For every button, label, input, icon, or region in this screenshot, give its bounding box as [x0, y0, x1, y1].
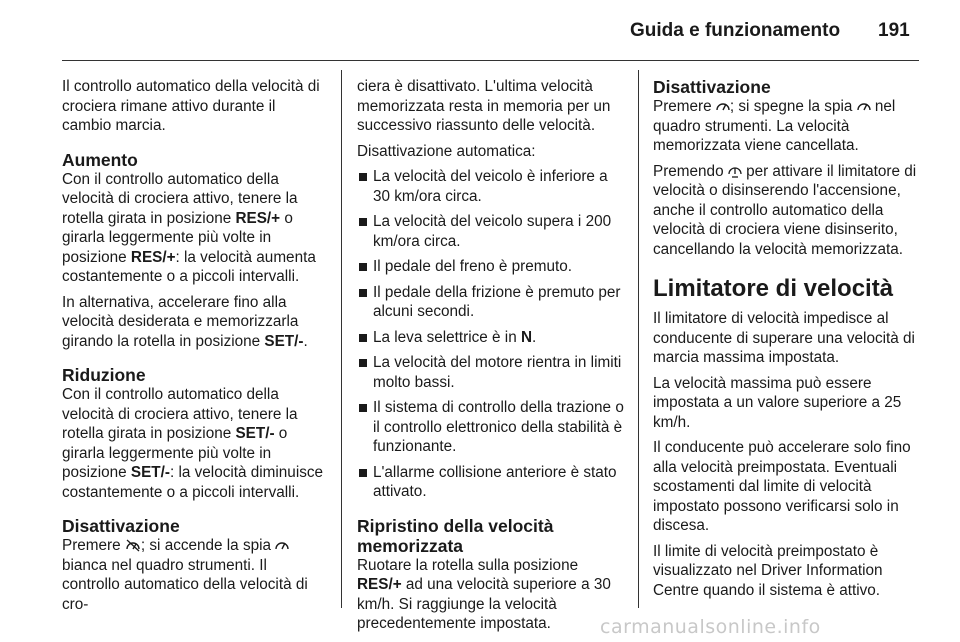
cruise-control-icon [275, 538, 289, 552]
text: : la velocità diminuisce costantemente o a piccoli intervalli. [62, 464, 324, 501]
list-item: L'allarme collisione anteriore è stato attivato. [357, 463, 625, 502]
page-number: 191 [878, 20, 910, 41]
header-divider [62, 60, 919, 61]
text: ; si accende la spia [140, 537, 276, 554]
bold-term: RES/+ [130, 248, 176, 266]
section-heading-aumento: Aumento [62, 149, 138, 170]
aumento-paragraph-2 [62, 293, 328, 352]
bold-term: SET/- [235, 425, 275, 442]
limitatore-paragraph-1: Il limitatore di velocità impedisce al conducente di superare una velocità di marcia massima impostata. [653, 310, 915, 366]
continued-paragraph: ciera è disattivato. L'ultima velocità memorizzata resta in memoria per un successivo riassunto delle velocità. [357, 78, 611, 134]
speed-limiter-icon [728, 164, 742, 178]
column-divider-1 [341, 70, 342, 608]
text: . [303, 332, 308, 350]
list-item: Il pedale del freno è premuto. [357, 257, 625, 277]
list-item: La velocità del veicolo supera i 200 km/ora circa. [357, 212, 625, 251]
auto-deactivation-label: Disattivazione automatica: [357, 142, 536, 160]
limitatore-paragraph-4: Il limite di velocità preimpostato è visualizzato nel Driver Information Centre quando il sistema è attivo. [653, 542, 883, 599]
text: Premere [653, 98, 716, 115]
text: : la velocità aumenta costantemente o a piccoli intervalli. [62, 248, 316, 285]
list-item: Il pedale della frizione è premuto per alcuni secondi. [357, 283, 625, 322]
column-1 [62, 77, 328, 620]
ripristino-paragraph [357, 556, 625, 634]
disattivazione-paragraph [62, 536, 328, 614]
cruise-off-icon [125, 538, 141, 552]
section-heading-limitatore: Limitatore di velocità [653, 275, 894, 302]
aumento-paragraph-1 [62, 170, 328, 287]
intro-paragraph: Il controllo automatico della velocità di crociera rimane attivo durante il cambio marcia. [62, 78, 320, 134]
list-item: Il sistema di controllo della trazione o il controllo elettronico della stabilità è funzionante. [357, 398, 625, 457]
disattivazione-paragraph-2 [653, 97, 921, 156]
bold-term: RES/+ [235, 209, 281, 227]
section-heading-ripristino: Ripristino della velocità memorizzata [357, 515, 554, 556]
bold-term: SET/- [130, 464, 170, 481]
section-heading-disattivazione-2: Disattivazione [653, 77, 771, 97]
text: . [532, 328, 537, 346]
list-item: La velocità del motore rientra in limiti molto bassi. [357, 353, 625, 392]
text: nel quadro strumenti. La velocità memorizzata viene cancellata. [653, 98, 896, 154]
list-item [357, 328, 625, 348]
text: Con il controllo automatico della velocità di crociera attivo, tenere la rotella girata in posizione [62, 386, 298, 442]
riduzione-paragraph [62, 385, 328, 502]
column-2 [357, 77, 625, 640]
bold-term: N [520, 328, 533, 346]
bold-term: SET/- [264, 332, 304, 350]
column-divider-2 [638, 70, 639, 608]
disattivazione-paragraph-3 [653, 162, 921, 260]
text: In alternativa, accelerare fino alla velocità desiderata e memorizzarla girando la rotella in posizione [62, 293, 299, 350]
column-3 [653, 77, 921, 606]
list-item: La velocità del veicolo è inferiore a 30 km/ora circa. [357, 167, 625, 206]
limitatore-paragraph-3: Il conducente può accelerare solo fino alla velocità preimpostata. Eventuali scostamenti dal limite di velocità impostato possono verificarsi solo in discesa. [653, 439, 911, 534]
text: Ruotare la rotella sulla posizione [357, 556, 579, 574]
section-heading-disattivazione: Disattivazione [62, 516, 180, 536]
cruise-control-icon [857, 99, 871, 113]
cruise-control-icon [716, 99, 730, 113]
deactivation-list [357, 167, 625, 502]
text: Premere [62, 537, 125, 554]
page-header-title: Guida e funzionamento [630, 20, 841, 41]
text: Premendo [653, 162, 728, 180]
text: ; si spegne la spia [729, 98, 857, 115]
text: o girarla leggermente più volte in posizione [62, 425, 288, 481]
text: o girarla leggermente più volte in posizione [62, 209, 293, 266]
text: bianca nel quadro strumenti. Il controllo automatico della velocità di cro- [62, 556, 308, 613]
text: Con il controllo automatico della velocità di crociera attivo, tenere la rotella girata in posizione [62, 170, 298, 227]
limitatore-paragraph-2: La velocità massima può essere impostata a un valore superiore a 25 km/h. [653, 374, 902, 431]
text: per attivare il limitatore di velocità o disinserendo l'accensione, anche il controllo automatico della velocità di crociera viene disinserito, cancellando la velocità memorizzata. [653, 162, 917, 258]
section-heading-riduzione: Riduzione [62, 365, 146, 385]
watermark: carmanualsonline.info [600, 616, 821, 638]
text: La leva selettrice è in [373, 328, 521, 346]
bold-term: RES/+ [357, 576, 402, 593]
text: ad una velocità superiore a 30 km/h. Si raggiunge la velocità precedentemente impostata. [357, 576, 611, 632]
